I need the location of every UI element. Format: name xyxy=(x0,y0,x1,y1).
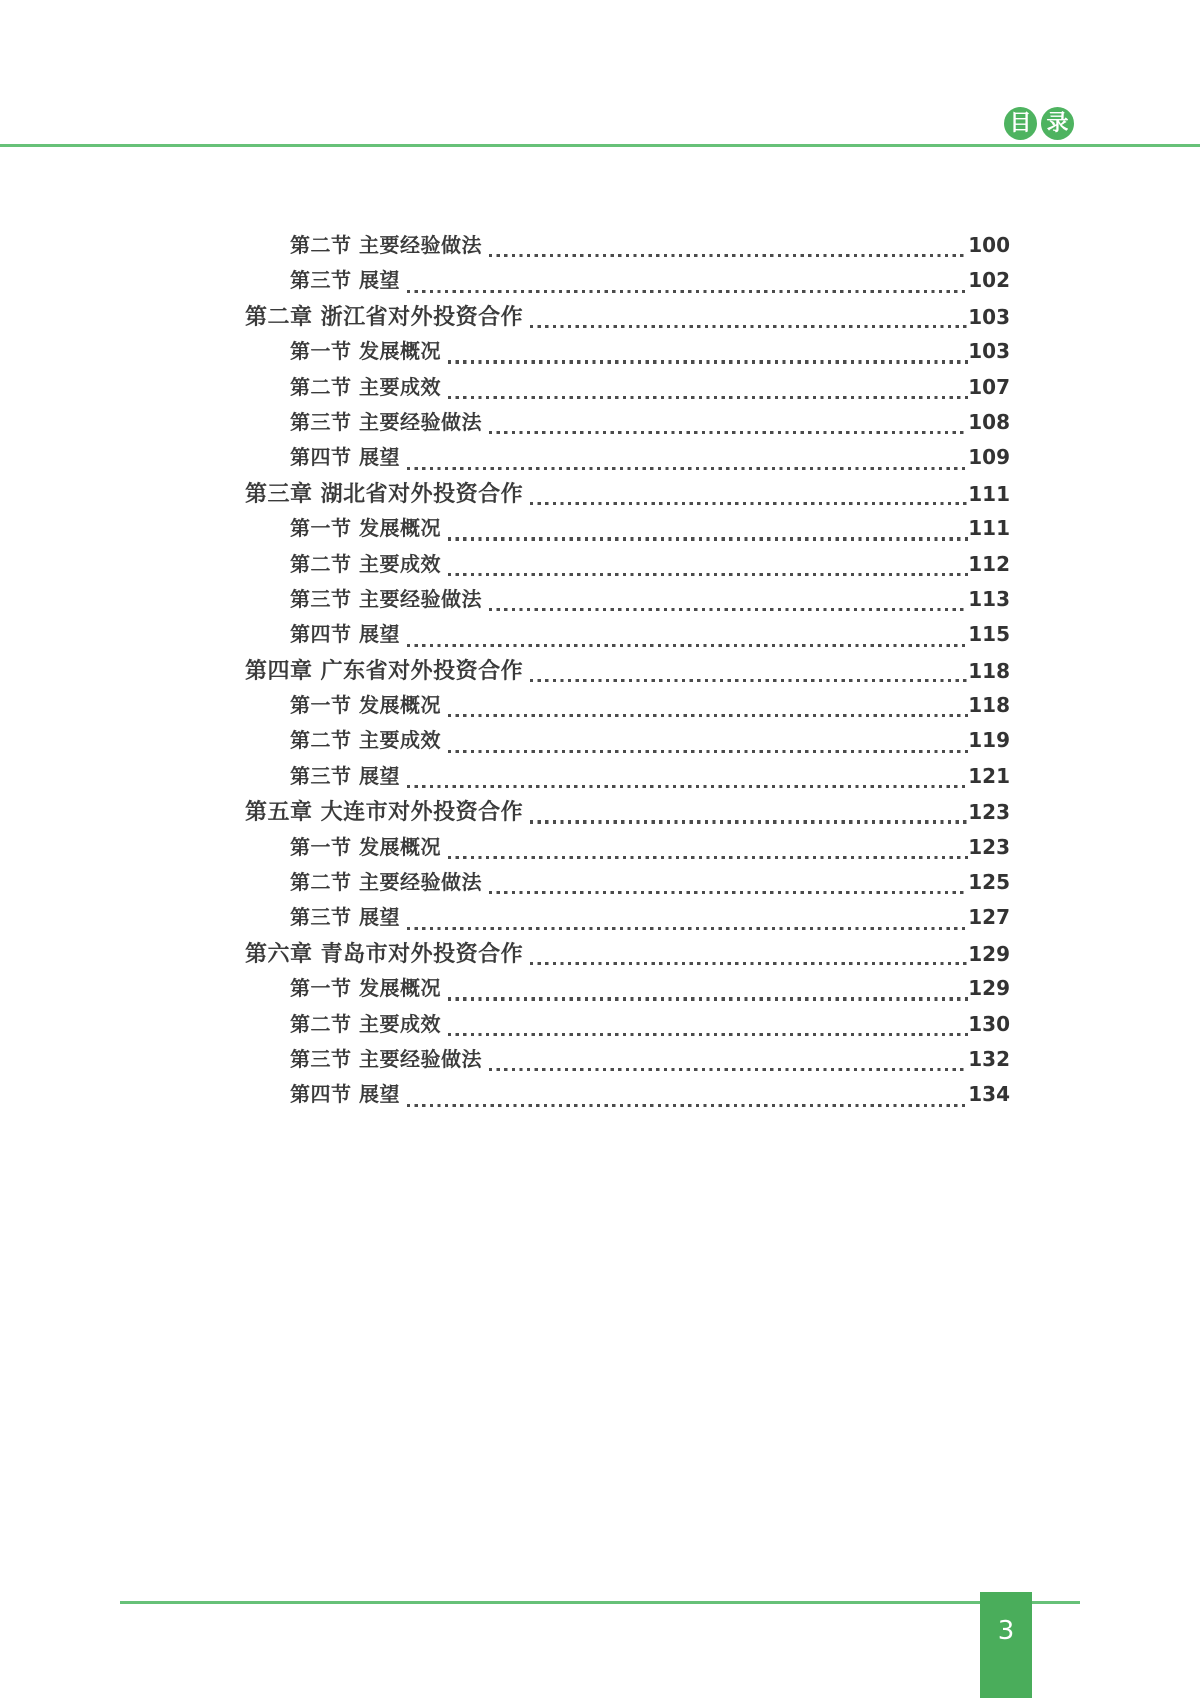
toc-entry-label: 第二节 主要经验做法 xyxy=(290,870,482,895)
page-number-tab xyxy=(980,1592,1032,1698)
toc-header-lu-icon: 录 xyxy=(1041,107,1074,140)
toc-header-mu-icon: 目 xyxy=(1004,107,1037,140)
toc-leader-dots xyxy=(448,360,968,363)
toc-leader-dots xyxy=(407,785,968,788)
toc-leader-dots xyxy=(530,962,968,965)
toc-row xyxy=(245,1078,1010,1113)
toc-row xyxy=(245,229,1010,264)
toc-entry-page: 109 xyxy=(968,445,1010,470)
toc-leader-dots xyxy=(530,679,968,682)
toc-entry-label: 第三节 主要经验做法 xyxy=(290,1046,482,1071)
toc-entry-label: 第一节 发展概况 xyxy=(290,693,441,718)
toc-row xyxy=(245,866,1010,901)
toc-leader-dots xyxy=(489,891,968,894)
toc-entry-page: 123 xyxy=(968,800,1010,825)
toc-row xyxy=(245,618,1010,653)
toc-row xyxy=(245,654,1010,689)
toc-entry-label: 第三节 主要经验做法 xyxy=(290,586,482,611)
toc-leader-dots xyxy=(530,820,968,823)
toc-leader-dots xyxy=(489,1068,968,1071)
toc-leader-dots xyxy=(489,254,968,257)
toc-leader-dots xyxy=(407,467,968,470)
toc-entry-label: 第四节 展望 xyxy=(290,622,400,647)
toc-entry-page: 132 xyxy=(968,1046,1010,1071)
toc-entry-label: 第三节 展望 xyxy=(290,268,400,293)
toc-leader-dots xyxy=(530,502,968,505)
toc-entry-label: 第二节 主要成效 xyxy=(290,374,441,399)
toc-entry-label: 第四节 展望 xyxy=(290,445,400,470)
toc-row xyxy=(245,724,1010,759)
toc-entry-page: 103 xyxy=(968,304,1010,329)
toc-entry-page: 112 xyxy=(968,551,1010,576)
toc-row xyxy=(245,512,1010,547)
toc-entry-label: 第一节 发展概况 xyxy=(290,516,441,541)
toc-leader-dots xyxy=(448,997,968,1000)
toc-leader-dots xyxy=(448,537,968,540)
toc-row xyxy=(245,937,1010,972)
toc-row xyxy=(245,264,1010,299)
toc-leader-dots xyxy=(448,856,968,859)
toc-entry-page: 129 xyxy=(968,941,1010,966)
toc-row xyxy=(245,972,1010,1007)
toc-entry-label: 第六章 青岛市对外投资合作 xyxy=(245,941,524,967)
toc-leader-dots xyxy=(448,1033,968,1036)
toc-entry-label: 第二节 主要成效 xyxy=(290,1011,441,1036)
toc-entry-page: 111 xyxy=(968,516,1010,541)
toc-row xyxy=(245,371,1010,406)
toc-entry-page: 108 xyxy=(968,409,1010,434)
toc-leader-dots xyxy=(489,608,968,611)
toc-entry-page: 118 xyxy=(968,693,1010,718)
toc-entry-page: 103 xyxy=(968,339,1010,364)
toc-leader-dots xyxy=(407,1104,968,1107)
toc-entry-label: 第三节 展望 xyxy=(290,763,400,788)
toc-row xyxy=(245,689,1010,724)
toc-entry-page: 121 xyxy=(968,763,1010,788)
toc-leader-dots xyxy=(448,714,968,717)
toc-row xyxy=(245,548,1010,583)
toc-entry-page: 129 xyxy=(968,976,1010,1001)
toc-entry-page: 119 xyxy=(968,728,1010,753)
toc-entry-label: 第一节 发展概况 xyxy=(290,339,441,364)
header-rule xyxy=(0,144,1200,147)
toc-leader-dots xyxy=(489,431,968,434)
toc-entry-page: 111 xyxy=(968,481,1010,506)
toc-entry-label: 第一节 发展概况 xyxy=(290,976,441,1001)
toc-leader-dots xyxy=(448,750,968,753)
toc-entry-page: 100 xyxy=(968,233,1010,257)
toc-row xyxy=(245,441,1010,476)
toc-leader-dots xyxy=(448,396,968,399)
toc-entry-label: 第一节 发展概况 xyxy=(290,834,441,859)
toc-row xyxy=(245,901,1010,936)
toc-entry-label: 第四节 展望 xyxy=(290,1082,400,1107)
toc-leader-dots xyxy=(448,573,968,576)
toc-entry-page: 115 xyxy=(968,622,1010,647)
toc-entry-label: 第三节 主要经验做法 xyxy=(290,409,482,434)
toc-entry-page: 127 xyxy=(968,905,1010,930)
toc-row xyxy=(245,583,1010,618)
toc-entry-page: 118 xyxy=(968,658,1010,683)
toc-entry-label: 第五章 大连市对外投资合作 xyxy=(245,800,524,826)
toc-row xyxy=(245,477,1010,512)
toc-row xyxy=(245,406,1010,441)
toc-row xyxy=(245,300,1010,335)
toc-entry-page: 102 xyxy=(968,268,1010,293)
toc-leader-dots xyxy=(407,644,968,647)
toc-row xyxy=(245,831,1010,866)
toc-list xyxy=(245,229,1010,1114)
toc-entry-label: 第二节 主要成效 xyxy=(290,551,441,576)
toc-row xyxy=(245,760,1010,795)
toc-leader-dots xyxy=(407,290,968,293)
footer-rule xyxy=(120,1601,1080,1604)
toc-entry-page: 134 xyxy=(968,1082,1010,1107)
toc-row xyxy=(245,795,1010,830)
toc-entry-page: 130 xyxy=(968,1011,1010,1036)
toc-leader-dots xyxy=(407,927,968,930)
toc-row xyxy=(245,335,1010,370)
toc-entry-label: 第三节 展望 xyxy=(290,905,400,930)
page-number: 3 xyxy=(997,1616,1015,1646)
toc-entry-label: 第二节 主要成效 xyxy=(290,728,441,753)
toc-entry-page: 125 xyxy=(968,870,1010,895)
toc-entry-page: 107 xyxy=(968,374,1010,399)
toc-entry-label: 第三章 湖北省对外投资合作 xyxy=(245,481,524,507)
toc-entry-page: 123 xyxy=(968,834,1010,859)
toc-entry-label: 第二节 主要经验做法 xyxy=(290,233,482,257)
toc-row xyxy=(245,1008,1010,1043)
toc-entry-page: 113 xyxy=(968,586,1010,611)
toc-leader-dots xyxy=(530,325,968,328)
toc-entry-label: 第四章 广东省对外投资合作 xyxy=(245,658,524,684)
toc-row xyxy=(245,1043,1010,1078)
toc-entry-label: 第二章 浙江省对外投资合作 xyxy=(245,304,524,330)
